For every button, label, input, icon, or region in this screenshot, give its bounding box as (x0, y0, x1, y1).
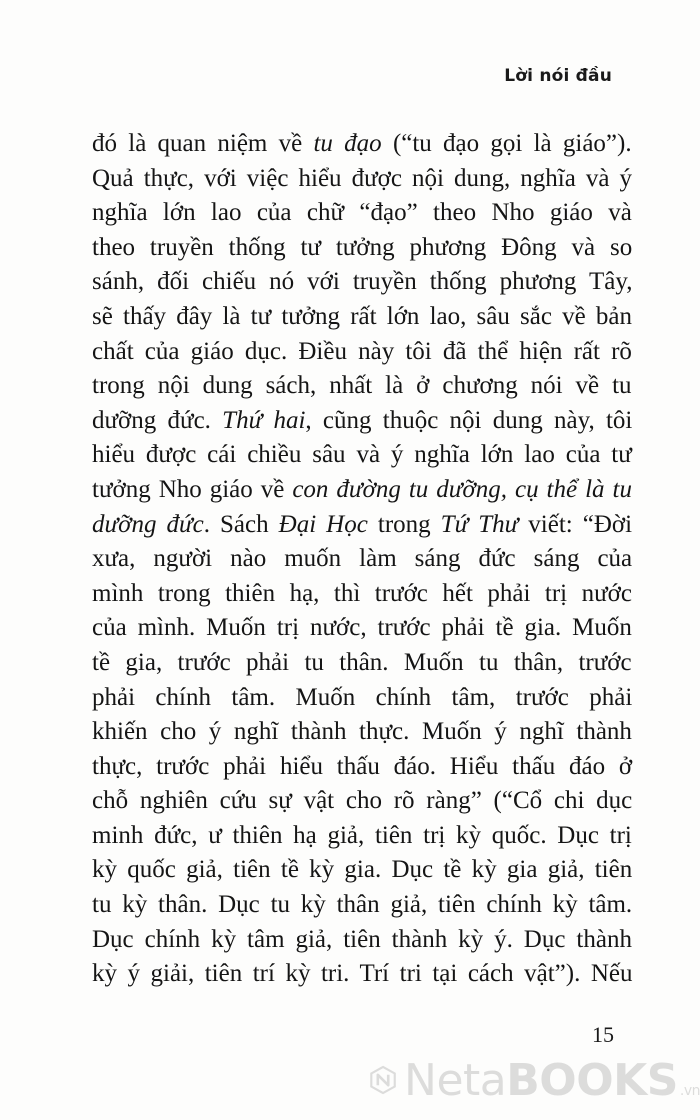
text-segment: minh đức, ư thiên hạ giả, tiên trị kỳ quốc. Dục trị (92, 821, 632, 849)
watermark-text (404, 1055, 700, 1106)
text-segment: trong (367, 510, 441, 538)
text-segment: nghĩa lớn lao của chữ “đạo” theo Nho giáo và (92, 199, 632, 227)
text-line (92, 162, 632, 197)
text-line (92, 300, 632, 335)
text-line (92, 784, 632, 819)
italic-text: tu đạo (313, 130, 382, 157)
text-segment: kỳ ý giải, tiên trí kỳ tri. Trí tri tại cách vật”). Nếu (92, 960, 633, 988)
text-line (92, 196, 632, 231)
text-segment: của mình. Muốn trị nước, trước phải tề gia. Muốn (92, 614, 632, 642)
text-segment: sánh, đối chiếu nó với truyền thống phương Tây, (92, 268, 633, 296)
italic-text: Đại Học (278, 510, 368, 538)
text-segment: Dục chính kỳ tâm giả, tiên thành kỳ ý. Dục thành (92, 925, 632, 953)
body-text (92, 127, 632, 992)
text-segment: tu kỳ thân. Dục tu kỳ thân giả, tiên chính kỳ tâm. (92, 891, 633, 919)
text-segment: dưỡng đức. (92, 406, 223, 434)
text-segment: viết: “Đời (518, 510, 633, 538)
text-line (92, 923, 632, 958)
text-line (92, 542, 632, 577)
text-line (92, 508, 632, 543)
text-line (92, 750, 632, 785)
page-number: 15 (592, 1022, 614, 1047)
text-segment: trong nội dung sách, nhất là ở chương nói về tu (92, 372, 632, 400)
text-segment: thực, trước phải hiểu thấu đáo. Hiểu thấu đáo ở (92, 752, 633, 780)
text-segment: chỗ nghiên cứu sự vật cho rõ ràng” (“Cổ chi dục (92, 787, 633, 815)
watermark-suffix: .vn (679, 1082, 700, 1099)
text-line (92, 231, 632, 266)
text-line (92, 577, 632, 612)
text-line (92, 853, 632, 888)
text-segment: kỳ quốc giả, tiên tề kỳ gia. Dục tề kỳ gia giả, tiên (92, 856, 633, 884)
netabooks-logo-icon (370, 1048, 396, 1112)
text-segment: phải chính tâm. Muốn chính tâm, trước phải (92, 683, 633, 711)
text-line (92, 369, 632, 404)
text-line (92, 127, 632, 162)
italic-text: Thứ hai (222, 406, 306, 434)
text-segment: khiến cho ý nghĩ thành thực. Muốn ý nghĩ thành (92, 718, 632, 746)
running-head: Lời nói đầu (504, 66, 612, 86)
text-segment: tưởng Nho giáo về (92, 475, 293, 503)
text-segment: , cũng thuộc nội dung này, tôi (305, 406, 633, 434)
text-line (92, 681, 632, 716)
text-segment: mình trong thiên hạ, thì trước hết phải trị nước (92, 579, 632, 607)
text-segment: chất của giáo dục. Điều này tôi đã thể hiện rất rõ (92, 337, 632, 365)
italic-text: dưỡng đức (92, 510, 204, 538)
text-segment: sẽ thấy đây là tư tưởng rất lớn lao, sâu sắc về bản (92, 302, 632, 330)
text-line (92, 438, 632, 473)
text-segment: . Sách (203, 510, 279, 538)
text-segment: Quả thực, với việc hiểu được nội dung, nghĩa và ý (92, 164, 633, 192)
italic-text: Tứ Thư (440, 510, 519, 538)
text-line (92, 473, 632, 508)
text-segment: (“tu đạo gọi là giáo”). (381, 130, 632, 157)
text-segment: hiểu được cái chiều sâu và ý nghĩa lớn lao của tư (92, 441, 632, 469)
text-line (92, 265, 632, 300)
watermark-text-bold: BOOKS (506, 1054, 678, 1106)
watermark (370, 1045, 700, 1115)
text-segment: xưa, người nào muốn làm sáng đức sáng của (92, 545, 633, 573)
text-line (92, 888, 632, 923)
text-line (92, 646, 632, 681)
watermark-text-light: Neta (404, 1054, 507, 1106)
text-segment: tề gia, trước phải tu thân. Muốn tu thân, trước (92, 648, 632, 676)
text-line (92, 404, 632, 439)
italic-text: con đường tu dưỡng, cụ thể là tu (292, 475, 632, 503)
text-line (92, 957, 632, 992)
text-line (92, 335, 632, 370)
text-line (92, 611, 632, 646)
text-line (92, 715, 632, 750)
text-segment: theo truyền thống tư tưởng phương Đông và so (92, 233, 633, 261)
text-line (92, 819, 632, 854)
text-segment: đó là quan niệm về (92, 130, 314, 157)
